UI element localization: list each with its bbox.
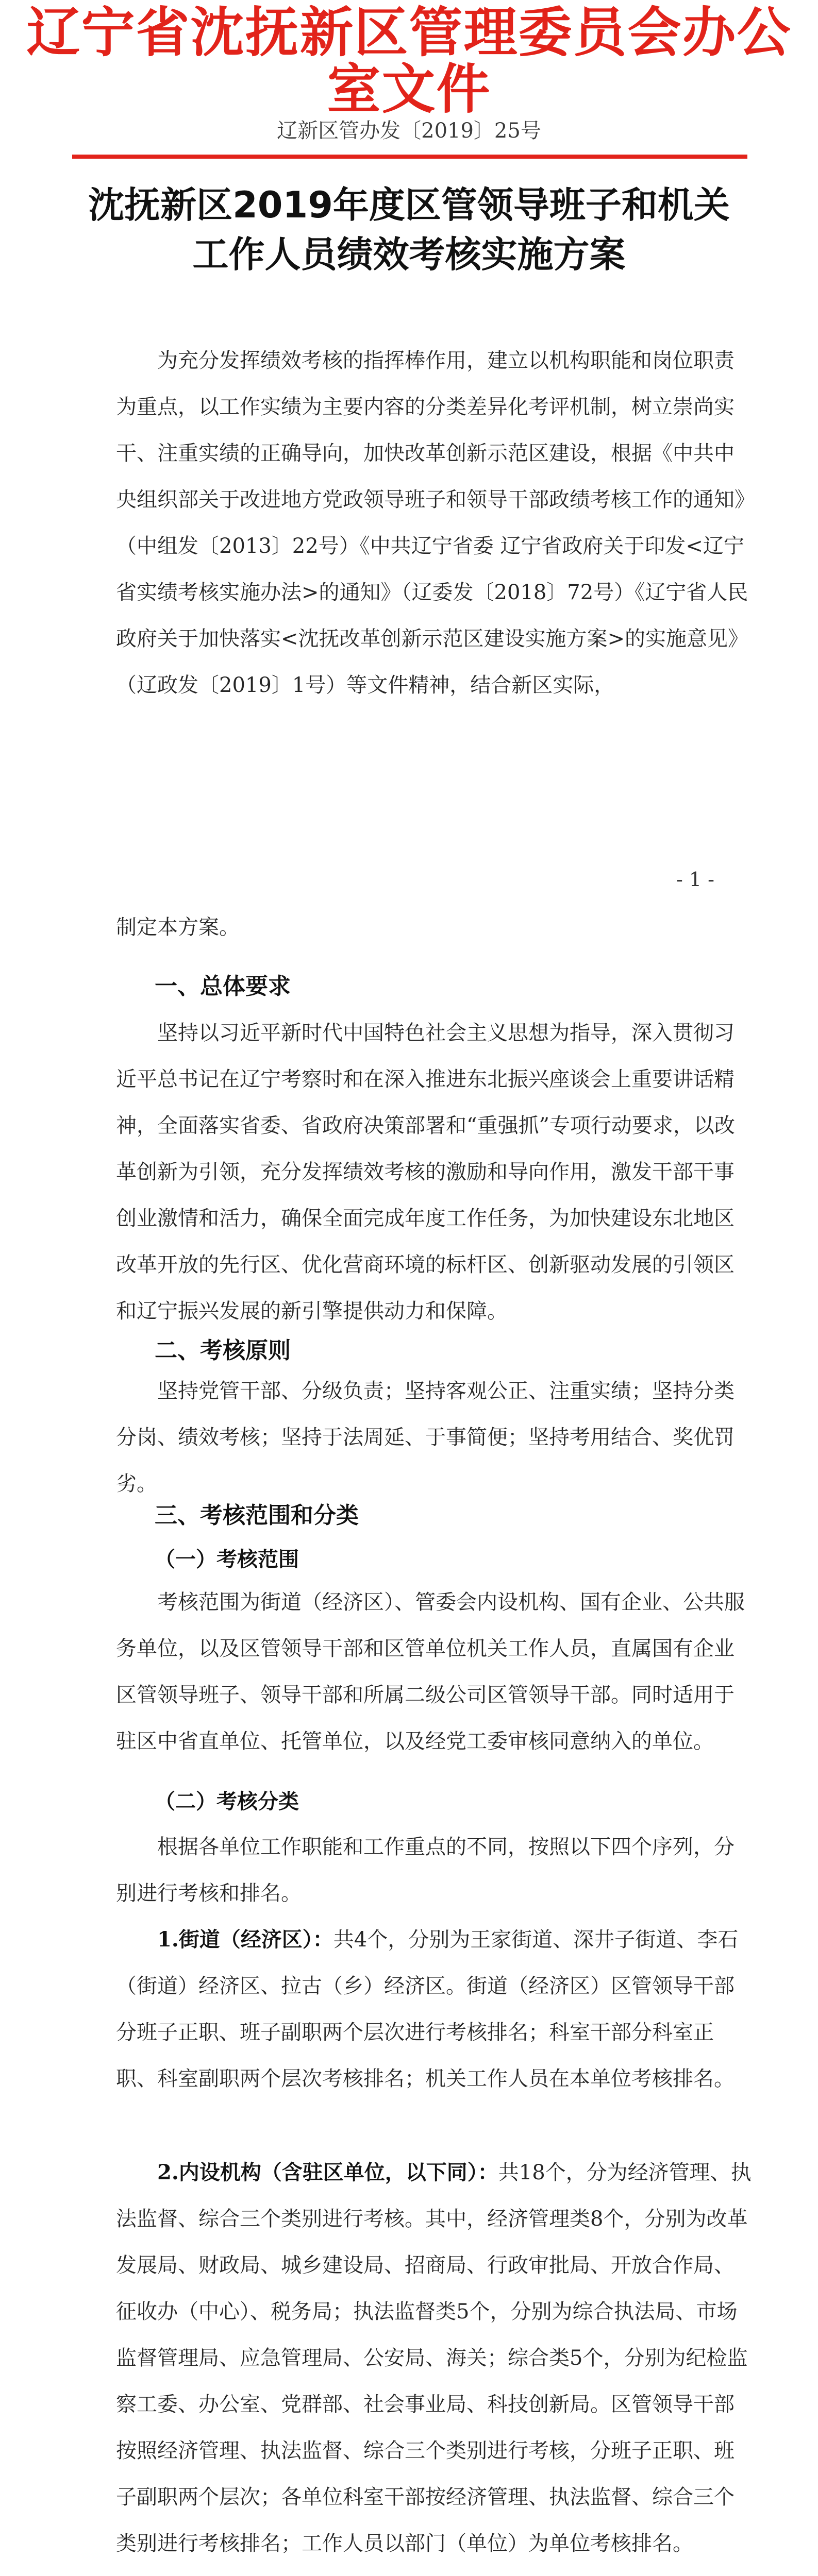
category-1-text: 共4个，分别为王家街道、深井子街道、李石（街道）经济区、拉古（乡）经济区。街道（经济区）区管领导干部分班子正职、班子副职两个层次进行考核排名；科室干部分科室正职、科室副职两个层次考核排名；机关工作人员在本单位考核排名。	[116, 1928, 739, 2091]
document-masthead: 辽宁省沈抚新区管理委员会办公室文件	[26, 1, 792, 121]
document-title	[0, 180, 818, 279]
section-2-heading: 二、考核原则	[155, 1337, 291, 1364]
section-3-subheading-2: （二）考核分类	[155, 1790, 299, 1814]
page-number-1: - 1 -	[676, 868, 715, 891]
document-number: 辽新区管办发〔2019〕25号	[277, 119, 541, 143]
red-divider-line	[72, 155, 747, 159]
section-3-category-text: 根据各单位工作职能和工作重点的不同，按照以下四个序列，分别进行考核和排名。	[116, 1835, 734, 1905]
category-2-label: 2.内设机构（含驻区单位，以下同）：	[157, 2160, 498, 2184]
category-2-text: 共18个，分为经济管理、执法监督、综合三个类别进行考核。其中，经济管理类8个，分别为改革发展局、财政局、城乡建设局、招商局、行政审批局、开放合作局、征收办（中心）、税务局；执法监督类5个，分别为综合执法局、市场监督管理局、应急管理局、公安局、海关；综合类5个，分别为纪检监察工委、办公室、党群部、社会事业局、科技创新局。区管领导干部按照经济管理、执法监督、综合三个类别进行考核，分班子正职、班子副职两个层次；各单位科室干部按经济管理、执法监督、综合三个类别进行考核排名；工作人员以部门（单位）为单位考核排名。	[116, 2161, 752, 2555]
category-1-label: 1.街道（经济区）：	[157, 1927, 333, 1952]
section-2-text: 坚持党管干部、分级负责；坚持客观公正、注重实绩；坚持分类分岗、绩效考核；坚持于法周延、于事简便；坚持考用结合、奖优罚劣。	[116, 1379, 734, 1496]
intro-paragraph-end: 制定本方案。	[116, 916, 240, 939]
intro-paragraph: 为充分发挥绩效考核的指挥棒作用，建立以机构职能和岗位职责为重点，以工作实绩为主要内容的分类差异化考评机制，树立崇尚实干、注重实绩的正确导向，加快改革创新示范区建设，根据《中共中央组织部关于改进地方党政领导班子和领导干部政绩考核工作的通知》（中组发〔2013〕22号）《中共辽宁省委 辽宁省政府关于印发<辽宁省实绩考核实施办法>的通知》（辽委发〔2018〕72号）《辽宁省人民政府关于加快落实<沈抚改革创新示范区建设实施方案>的实施意见》（辽政发〔2019〕1号）等文件精神，结合新区实际，	[116, 349, 749, 697]
document-title-line-2: 工作人员绩效考核实施方案	[192, 233, 626, 276]
section-3-heading: 三、考核范围和分类	[155, 1502, 359, 1529]
section-3-subheading-1: （一）考核范围	[155, 1548, 299, 1571]
section-1-heading: 一、总体要求	[155, 973, 291, 999]
category-1-paragraph	[116, 1917, 753, 2102]
category-2-paragraph	[116, 2149, 753, 2567]
document-title-line-1: 沈抚新区2019年度区管领导班子和机关	[88, 184, 730, 226]
section-3-scope-text: 考核范围为街道（经济区）、管委会内设机构、国有企业、公共服务单位，以及区管领导干部和区管单位机关工作人员，直属国有企业区管领导班子、领导干部和所属二级公司区管领导干部。同时适用于驻区中省直单位、托管单位，以及经党工委审核同意纳入的单位。	[116, 1590, 745, 1753]
section-1-text: 坚持以习近平新时代中国特色社会主义思想为指导，深入贯彻习近平总书记在辽宁考察时和在深入推进东北振兴座谈会上重要讲话精神，全面落实省委、省政府决策部署和“重强抓”专项行动要求，以改革创新为引领，充分发挥绩效考核的激励和导向作用，激发干部干事创业激情和活力，确保全面完成年度工作任务，为加快建设东北地区改革开放的先行区、优化营商环境的标杆区、创新驱动发展的引领区和辽宁振兴发展的新引擎提供动力和保障。	[116, 1021, 735, 1323]
